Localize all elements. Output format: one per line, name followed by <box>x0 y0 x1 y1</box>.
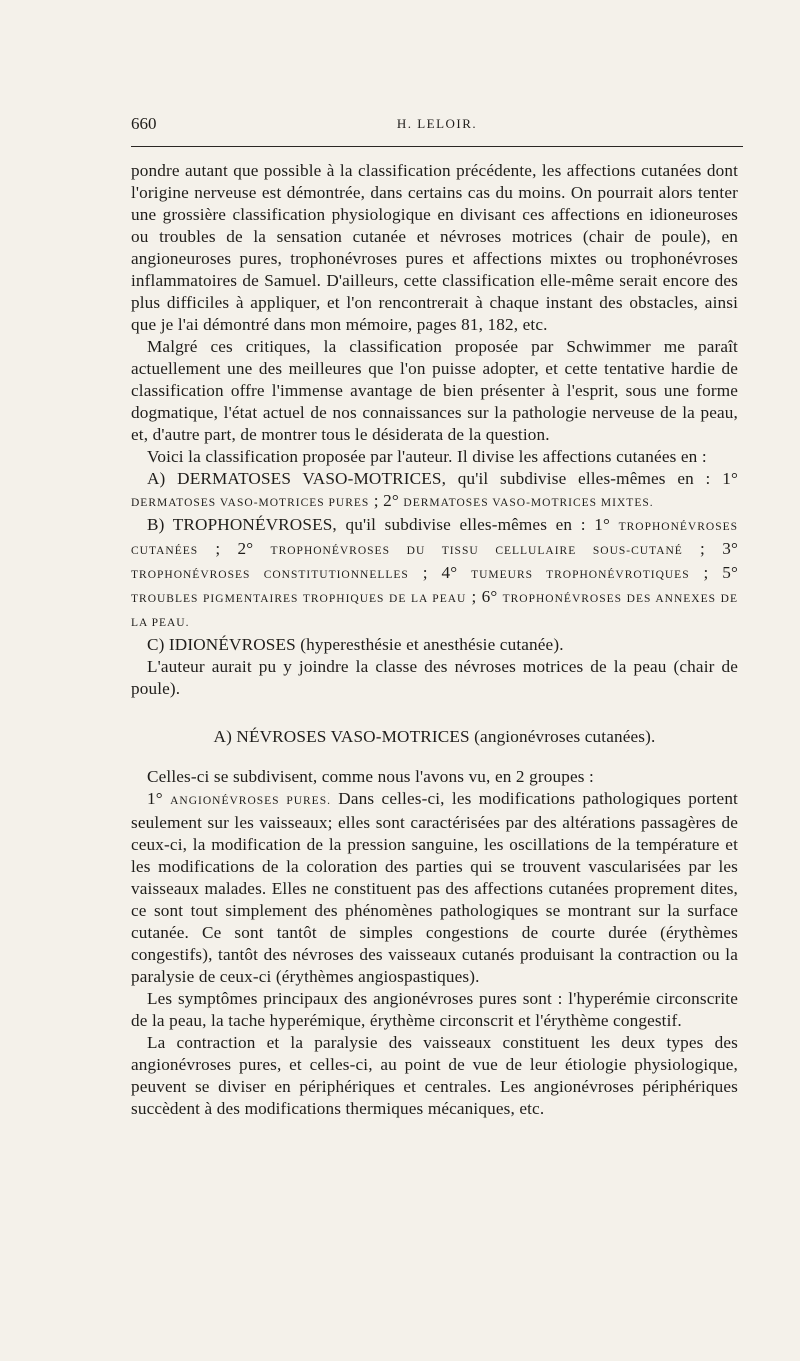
paragraph-8: La contraction et la paralysie des vaisseaux constituent les deux types des angionévroses pures, et celles-ci, au point de vue de leur étiologie physiologique, peuvent se diviser en périphériques et centrales. Les angionévroses périphériques succèdent à des modifications thermiques mécaniques, etc. <box>131 1033 738 1118</box>
paragraph-2: Malgré ces critiques, la classification proposée par Schwimmer me paraît actuellement une des meilleures que l'on puisse adopter, et cette tentative hardie de classification offre l'immense avantage de bien présenter à l'esprit, sous une forme dogmatique, l'état actuel de nos connaissances sur la pathologie nerveuse de la peau, et, d'autre part, de montrer tous le désiderata de la question. <box>131 337 738 444</box>
section-heading: A) NÉVROSES VASO-MOTRICES (angionévroses cutanées). <box>213 727 656 746</box>
class-b-heading: B) TROPHONÉVROSES, <box>147 515 337 534</box>
page-number: 660 <box>131 114 157 133</box>
paragraph-7: Les symptômes principaux des angionévroses pures sont : l'hyperémie circonscrite de la peau, la tache hyperémique, érythème circonscrit et l'érythème congestif. <box>131 989 738 1030</box>
paragraph-5: Celles-ci se subdivisent, comme nous l'avons vu, en 2 groupes : <box>147 767 594 786</box>
class-b-item: B) TROPHONÉVROSES, qu'il subdivise elles-mêmes en : 1° TROPHONÉVROSES CUTANÉES ; 2° TROPHONÉVROSES DU TISSU CELLULAIRE SOUS-CUTANÉ ; 3° TROPHONÉVROSES CONSTITUTIONNELLES ; 4° TUMEURS TROPHONÉVROTIQUES ; 5° TROUBLES PIGMENTAIRES TROPHIQUES DE LA PEAU ; 6° TROPHONÉVROSES DES ANNEXES DE LA PEAU. <box>131 515 739 629</box>
paragraph-3: Voici la classification proposée par l'auteur. Il divise les affections cutanées en : <box>147 447 707 466</box>
paragraph-6: 1° ANGIONÉVROSES PURES. Dans celles-ci, les modifications pathologiques portent seulement sur les vaisseaux; elles sont caractérisées par des altérations passagères de ceux-ci, la modification de la pression sanguine, les oscillations de la température et les modifications de la coloration des parties qui se trouvent vascularisées par les vaisseaux malades. Elles ne constituent pas des affections cutanées proprement dites, ce sont tout simplement des phénomènes pathologiques se montrant sur la surface cutanée. Ce sont tantôt de simples congestions de courte durée (érythèmes congestifs), tantôt des névroses des vaisseaux cutanés produisant la contraction ou la paralysie de ceux-ci (érythèmes angiospastiques). <box>131 789 738 986</box>
class-a-heading: A) DERMATOSES VASO-MOTRICES, <box>147 469 447 488</box>
paragraph-1: pondre autant que possible à la classification précédente, les affections cutanées dont l'origine nerveuse est démontrée, dans certains cas du moins. On pourrait alors tenter une grossière classification physiologique en divisant ces affections en idioneuroses ou troubles de la sensation cutanée et névroses motrices (chair de poule), en angioneuroses pures, trophonévroses pures et affections mixtes ou trophonévroses inflammatoires de Samuel. D'ailleurs, cette classification elle-même serait encore des plus difficiles à appliquer, et l'on rencontrerait à chaque instant des obstacles, ainsi que je l'ai démontré dans mon mémoire, pages 81, 182, etc. <box>131 161 738 334</box>
subsection-title: ANGIONÉVROSES PURES. <box>170 795 331 807</box>
header-rule <box>131 146 743 147</box>
running-head: H. LELOIR. <box>396 116 478 131</box>
page-body <box>131 160 738 1120</box>
class-c-item: C) IDIONÉVROSES (hyperesthésie et anesthésie cutanée). <box>147 635 564 654</box>
paragraph-4: L'auteur aurait pu y joindre la classe des névroses motrices de la peau (chair de poule). <box>131 657 738 698</box>
class-a-item: A) DERMATOSES VASO-MOTRICES, qu'il subdivise elles-mêmes en : 1° DERMATOSES VASO-MOTRICES PURES ; 2° DERMATOSES VASO-MOTRICES MIXTES. <box>131 469 738 510</box>
page-header <box>131 114 743 138</box>
